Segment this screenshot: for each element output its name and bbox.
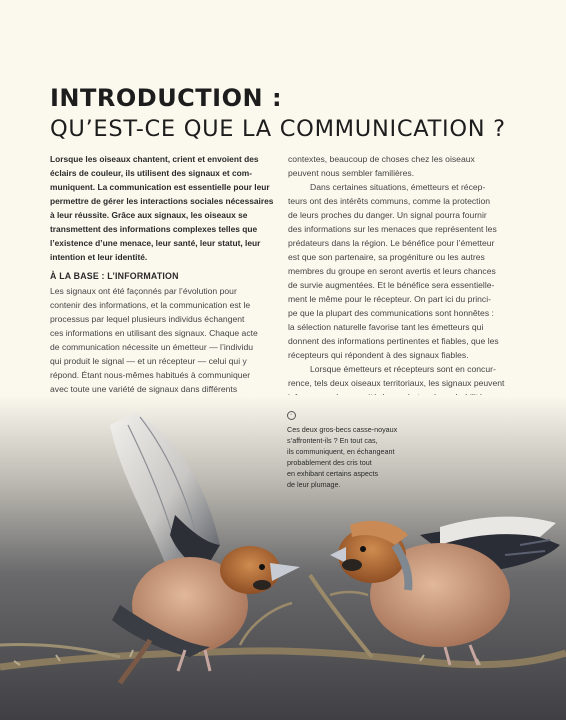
intro-line: Lorsque les oiseaux chantent, crient et envoient des [50, 154, 259, 164]
bullet-circle-icon: ◦ [287, 411, 296, 420]
caption-line: probablement des cris tout [287, 458, 372, 467]
chapter-subtitle: QU’EST-CE QUE LA COMMUNICATION ? [50, 116, 506, 142]
body-line: la sélection naturelle favorise tant les émetteurs qui [288, 322, 484, 332]
body-line: avec toute une variété de signaux dans différents [50, 384, 238, 394]
body-line: récepteurs qui répondent à des signaux fiables. [288, 350, 469, 360]
caption-line: s’affrontent-ils ? En tout cas, [287, 436, 378, 445]
body-line: peuvent nous sembler familières. [288, 168, 415, 178]
body-line: ment le même pour le récepteur. On part ici du princi- [288, 294, 491, 304]
body-line: rence, tels deux oiseaux territoriaux, les signaux peuvent [288, 378, 505, 388]
body-line: ces informations en utilisant des signaux. Chaque acte [50, 328, 258, 338]
caption-line: de leur plumage. [287, 480, 341, 489]
body-line: Lorsque émetteurs et récepteurs sont en concur- [310, 364, 496, 374]
intro-line: à leur réussite. Grâce aux signaux, les oiseaux se [50, 210, 248, 220]
body-line: des informations sur les menaces que représentent les [288, 224, 497, 234]
body-line: contextes, beaucoup de choses chez les oiseaux [288, 154, 475, 164]
hawfinch-photo [0, 395, 566, 720]
body-line: de survie augmentées. Et le bénéfice sera essentielle- [288, 280, 495, 290]
body-line: membres du groupe en seront avertis et leurs chances [288, 266, 496, 276]
body-line: prédateurs dans la région. Le bénéfice pour l’émetteur [288, 238, 495, 248]
intro-line: intention et leur identité. [50, 252, 148, 262]
body-line: pe que la plupart des communications sont honnêtes : [288, 308, 494, 318]
chapter-title: INTRODUCTION : [50, 84, 283, 112]
body-line: répond. Étant nous-mêmes habitués à communiquer [50, 370, 251, 380]
intro-line: permettre de gérer les interactions sociales nécessaires [50, 196, 274, 206]
intro-line: l’existence d’une menace, leur santé, leur statut, leur [50, 238, 261, 248]
section-heading: À LA BASE : L’INFORMATION [50, 271, 179, 281]
body-line: teurs ont des intérêts communs, comme la protection [288, 196, 491, 206]
intro-line: éclairs de couleur, ils utilisent des signaux et com- [50, 168, 252, 178]
intro-line: muniquent. La communication est essentielle pour leur [50, 182, 270, 192]
caption-line: Ces deux gros-becs casse-noyaux [287, 425, 398, 434]
caption-line: en exhibant certains aspects [287, 469, 379, 478]
body-line: de leurs proches du danger. Un signal pourra fournir [288, 210, 487, 220]
body-line: de communication nécessite un émetteur — l’individu [50, 342, 254, 352]
body-line: donnent des informations pertinentes et fiables, que les [288, 336, 499, 346]
body-line: processus par lequel plusieurs individus échangent [50, 314, 245, 324]
body-line: contenir des informations, et la communication est le [50, 300, 251, 310]
caption-line: ils communiquent, en échangeant [287, 447, 395, 456]
body-line: qui produit le signal — et un récepteur — celui qui y [50, 356, 247, 366]
body-line: est que son partenaire, sa progéniture ou les autres [288, 252, 485, 262]
body-line: Les signaux ont été façonnés par l’évolution pour [50, 286, 237, 296]
intro-line: transmettent des informations complexes telles que [50, 224, 258, 234]
body-line: Dans certaines situations, émetteurs et récep- [310, 182, 486, 192]
